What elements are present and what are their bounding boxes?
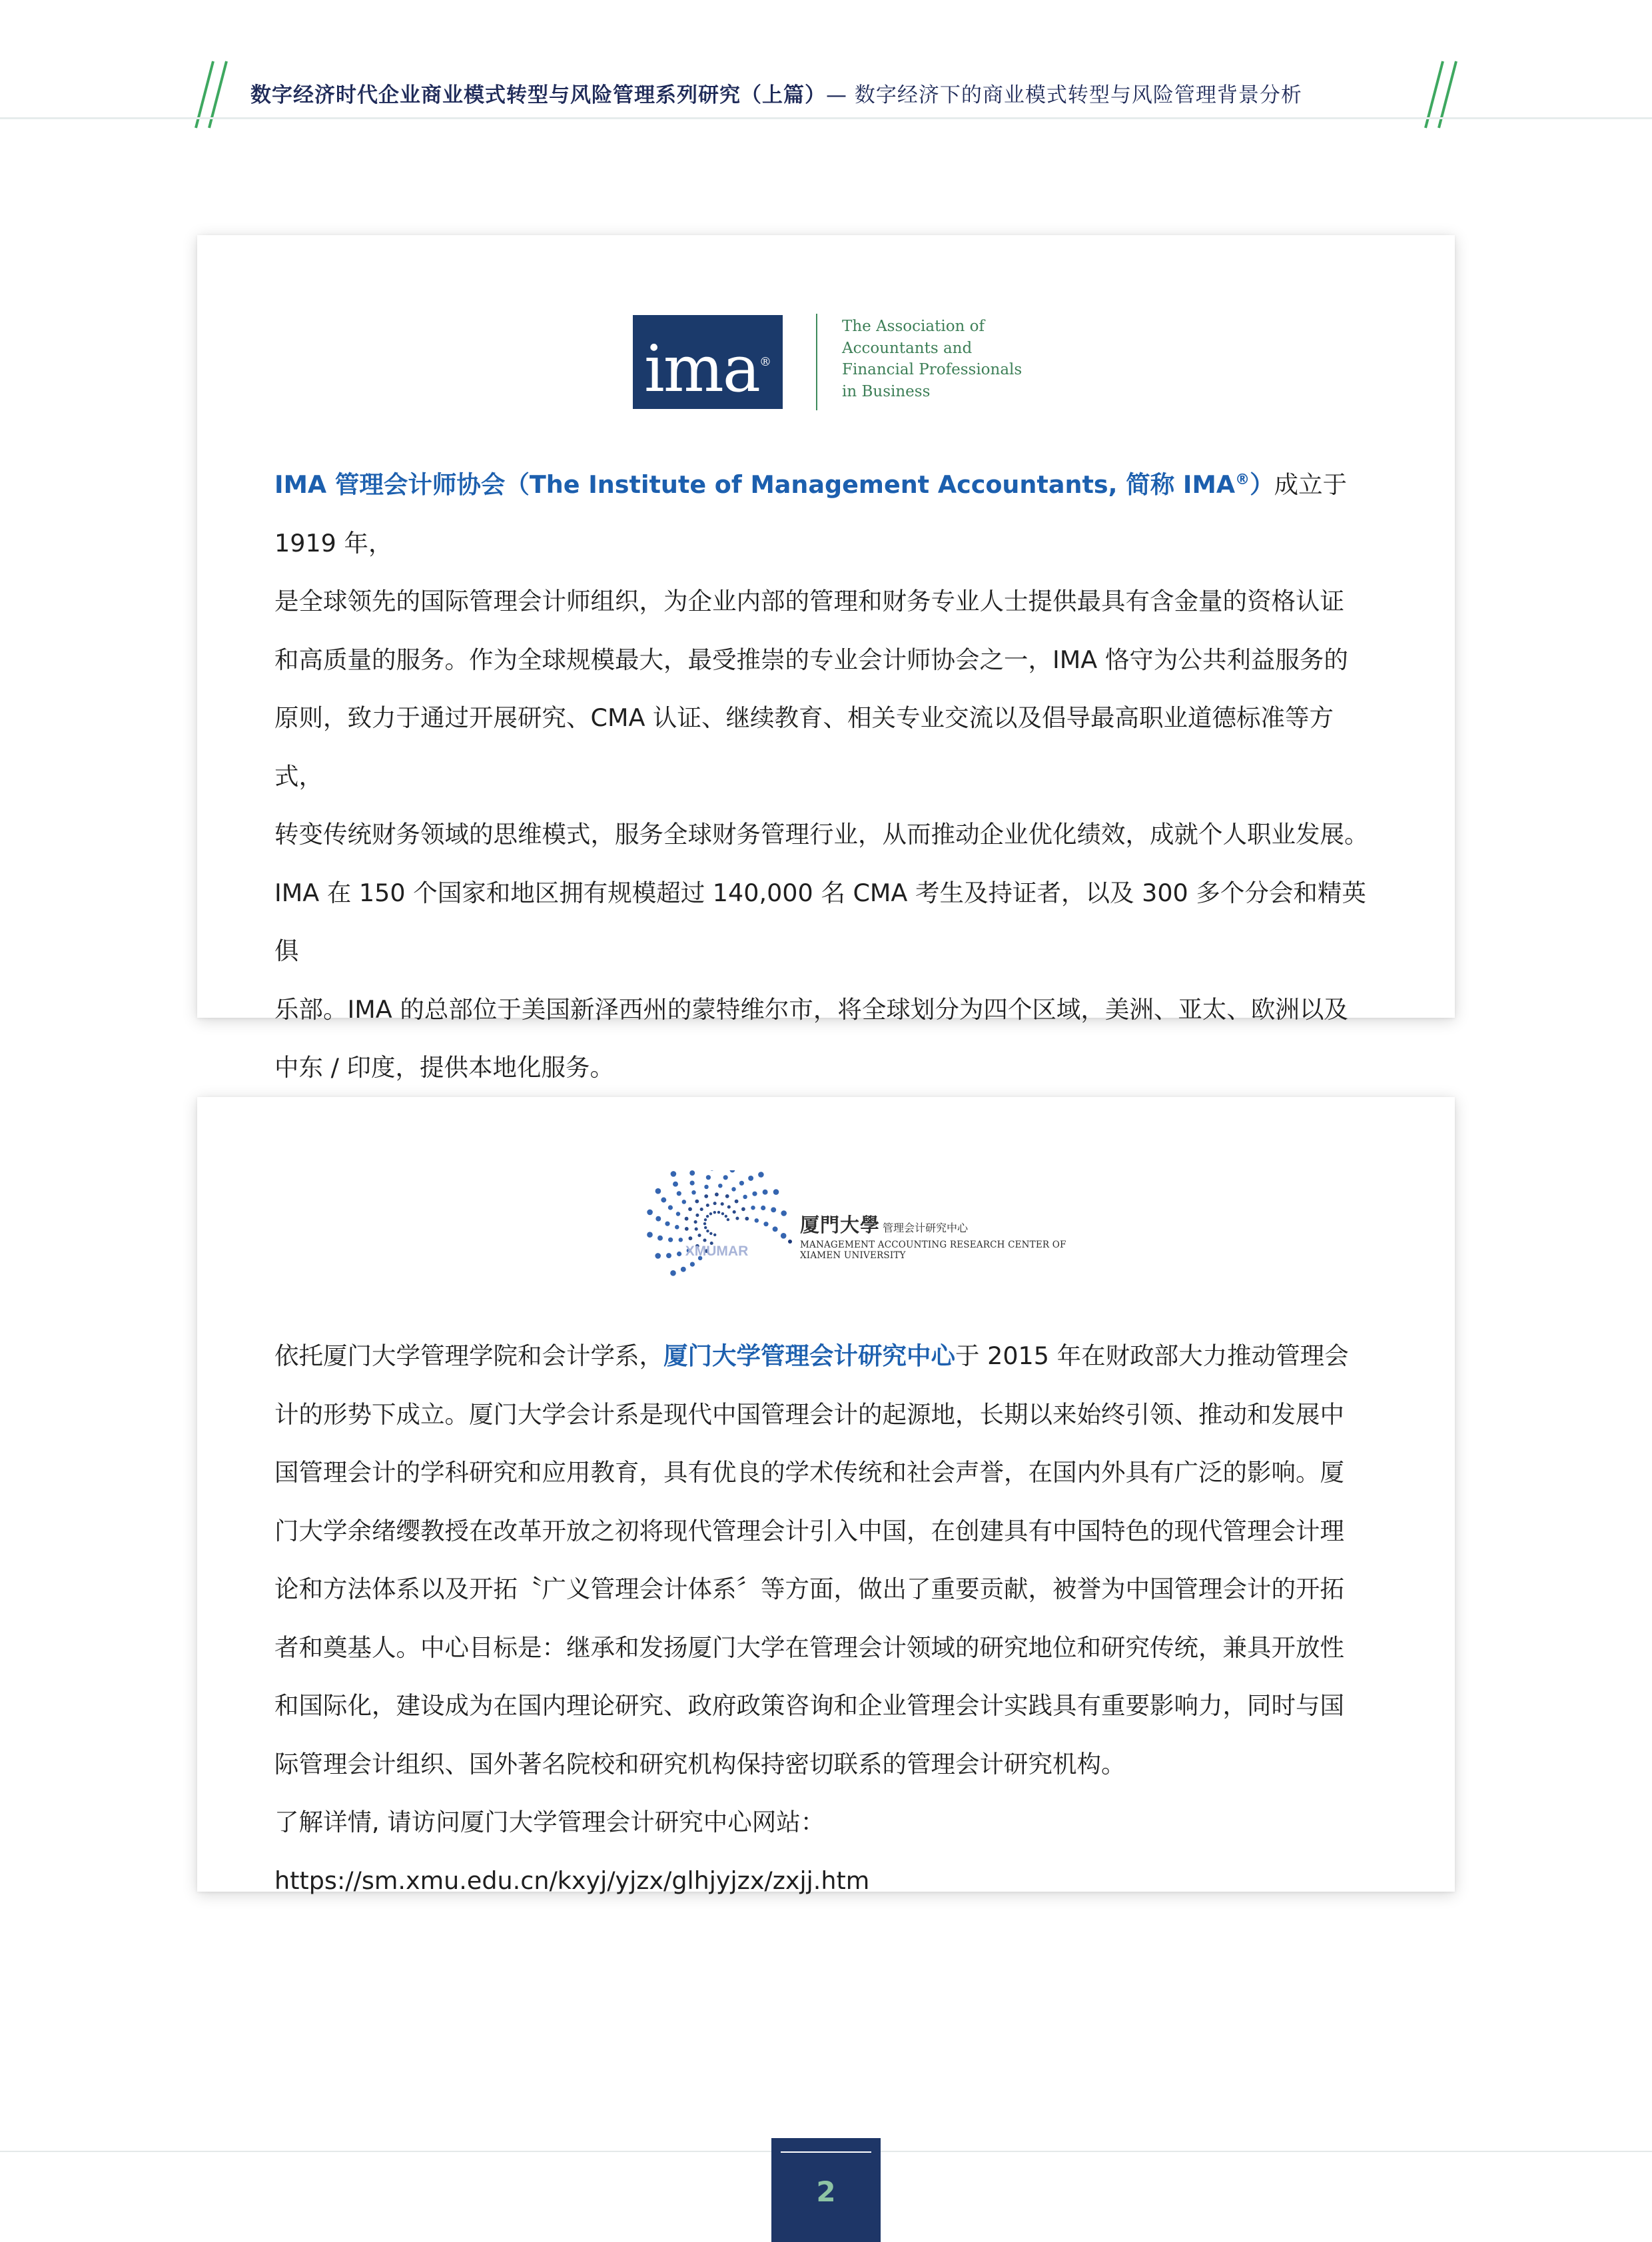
logo-dot [665, 1222, 669, 1226]
logo-dot [647, 1210, 653, 1216]
ima-tagline [842, 316, 1082, 402]
logo-dot [704, 1218, 707, 1221]
xmu-line: 际管理会计组织、国外著名院校和研究机构保持密切联系的管理会计研究机构。 [274, 1749, 1126, 1778]
logo-dot [647, 1232, 653, 1238]
xmumar-logo [617, 1170, 790, 1304]
logo-dot [661, 1198, 666, 1203]
logo-dot [697, 1234, 701, 1237]
green-slash-icon-right [1419, 59, 1459, 132]
logo-dot [677, 1252, 681, 1256]
xmu-en-line-2: XIAMEN UNIVERSITY [800, 1250, 906, 1261]
logo-dot [745, 1217, 749, 1221]
logo-dot [715, 1192, 719, 1196]
logo-dot [763, 1222, 768, 1226]
logo-dot [717, 1211, 720, 1214]
xmu-logo-text [800, 1214, 1080, 1261]
logo-dot [709, 1232, 712, 1235]
logo-dot [781, 1233, 787, 1239]
xmumar-wordmark: XMUMAR [685, 1244, 749, 1259]
logo-dot [758, 1172, 764, 1178]
ima-line: 原则，致力于通过开展研究、CMA 认证、继续教育、相关专业交流以及倡导最高职业道德标准等方式， [274, 703, 1334, 791]
logo-dot [731, 1187, 736, 1192]
logo-dot [668, 1238, 673, 1242]
logo-dot [755, 1218, 759, 1223]
logo-dot [703, 1239, 706, 1242]
logo-dot [655, 1188, 661, 1194]
logo-dot [709, 1170, 715, 1171]
logo-dot [704, 1226, 707, 1229]
logo-dot [727, 1206, 731, 1209]
logo-dot [733, 1210, 736, 1214]
logo-dot [725, 1215, 727, 1218]
logo-dot [713, 1202, 717, 1205]
ima-logo-divider [816, 314, 817, 410]
xmu-university-name: 厦門大學 [800, 1214, 881, 1236]
xmu-line: 和国际化，建设成为在国内理论研究、政府政策咨询和企业管理会计实践具有重要影响力，同时与国 [274, 1691, 1344, 1720]
logo-dot [741, 1207, 745, 1211]
xmu-en-line-1: MANAGEMENT ACCOUNTING RESEARCH CENTER OF [800, 1240, 1066, 1250]
logo-dot [703, 1222, 706, 1225]
ima-tagline-line: The Association of [842, 318, 985, 335]
logo-dot [668, 1205, 673, 1210]
logo-dot [751, 1206, 755, 1210]
logo-dot [675, 1225, 679, 1230]
ima-description [274, 451, 1380, 1155]
ima-logo [633, 315, 783, 409]
logo-dot [688, 1207, 692, 1211]
logo-dot [673, 1182, 678, 1187]
page-number: 2 [816, 2175, 836, 2208]
logo-dot [721, 1202, 724, 1206]
logo-dot [655, 1216, 661, 1222]
logo-dot [771, 1207, 776, 1212]
logo-dot [677, 1191, 681, 1196]
ima-line: 中东 / 印度，提供本地化服务。 [274, 1053, 615, 1082]
logo-dot [763, 1190, 768, 1195]
logo-dot [695, 1200, 699, 1204]
logo-dot [694, 1220, 697, 1224]
logo-dot [695, 1214, 699, 1217]
logo-dot [670, 1270, 676, 1276]
header-title-sub: — 数字经济下的商业模式转型与风险管理背景分析 [826, 83, 1302, 107]
ima-line: 转变传统财务领域的思维模式，服务全球财务管理行业，从而推动企业优化绩效，成就个人职业发展。 [274, 820, 1369, 849]
ima-line: IMA 在 150 个国家和地区拥有规模超过 140,000 名 CMA 考生及持证者，以及 300 多个分会和精英俱 [274, 878, 1366, 966]
ima-line: 乐部。IMA 的总部位于美国新泽西州的蒙特维尔市，将全球划分为四个区域，美洲、亚太、欧洲以及 [274, 994, 1348, 1024]
logo-dot [666, 1253, 671, 1258]
logo-dot [725, 1194, 729, 1198]
ima-card [197, 235, 1455, 1082]
logo-dot [706, 1175, 711, 1180]
page-tab-rule [781, 2151, 871, 2153]
xmu-line: 门大学余绪缨教授在改革开放之初将现代管理会计引入中国，在创建具有中国特色的现代管理会计理 [274, 1516, 1344, 1545]
page-number-tab [771, 2138, 881, 2242]
logo-dot [706, 1215, 709, 1218]
logo-dot [727, 1218, 729, 1221]
logo-dot [718, 1184, 723, 1188]
logo-dot [706, 1230, 709, 1232]
ima-line-1: IMA 管理会计师协会（The Institute of Management Accountants, 简称 IMA®）成立于 1919 年， [274, 470, 1348, 558]
logo-dot [695, 1228, 698, 1231]
logo-dot [655, 1253, 661, 1259]
logo-dot [679, 1238, 683, 1242]
logo-dot [761, 1206, 765, 1210]
green-slash-icon-left [193, 59, 233, 132]
registered-mark: ® [759, 355, 771, 369]
logo-dot [748, 1176, 753, 1181]
ima-tagline-line: Financial Professionals [842, 361, 1023, 378]
logo-dot [657, 1236, 663, 1241]
logo-dot [689, 1170, 695, 1176]
xmu-line: 国管理会计的学科研究和应用教育，具有优良的学术传统和社会声誉，在国内外具有广泛的影响。厦 [274, 1458, 1344, 1487]
logo-dot [735, 1200, 739, 1204]
ima-line: 和高质量的服务。作为全球规模最大，最受推崇的专业会计师协会之一，IMA 恪守为公共利益服务的 [274, 645, 1348, 674]
xmu-center-highlight: 厦门大学管理会计研究中心 [663, 1341, 955, 1370]
logo-dot [713, 1211, 716, 1214]
logo-dot [729, 1170, 735, 1172]
logo-dot [671, 1171, 677, 1177]
xmu-card [197, 1097, 1455, 1895]
xmu-website-line: 了解详情, 请访问厦门大学管理会计研究中心网站：https://sm.xmu.edu.cn/kxyj/yjzx/glhjyjzx/zxjj.htm [274, 1808, 870, 1895]
logo-dot [706, 1204, 709, 1207]
xmu-line: 者和奠基人。中心目标是：继承和发扬厦门大学在管理会计领域的研究地位和研究传统，兼具开放性 [274, 1633, 1344, 1662]
xmu-center-name: 管理会计研究中心 [883, 1222, 969, 1234]
logo-dot [721, 1212, 724, 1215]
logo-dot [723, 1175, 728, 1180]
logo-dot [700, 1208, 703, 1211]
logo-dot [681, 1267, 686, 1272]
xmu-description [274, 1327, 1380, 1910]
logo-dot [691, 1190, 696, 1195]
logo-dot [735, 1217, 739, 1220]
header-divider [0, 117, 1652, 119]
logo-dot [743, 1195, 747, 1200]
xmu-line: 计的形势下成立。厦门大学会计系是现代中国管理会计的起源地，长期以来始终引领、推动和发展中 [274, 1399, 1344, 1429]
logo-dot [739, 1181, 744, 1186]
header-title-main: 数字经济时代企业商业模式转型与风险管理系列研究（上篇） [250, 83, 826, 107]
logo-dot [676, 1212, 681, 1216]
ima-tagline-line: in Business [842, 382, 931, 400]
xmu-line: 论和方法体系以及开拓〝广义管理会计体系〞等方面，做出了重要贡献，被誉为中国管理会计的开拓 [274, 1575, 1344, 1603]
xmu-logo-dot [788, 1240, 792, 1244]
logo-dot [709, 1212, 712, 1215]
ima-name-highlight: IMA 管理会计师协会（The Institute of Management Accountants, 简称 IMA®） [274, 470, 1274, 500]
ima-tagline-line: Accountants and [842, 339, 973, 357]
logo-dot [690, 1181, 695, 1186]
logo-dot [773, 1226, 778, 1232]
logo-dot [685, 1217, 689, 1221]
logo-dot [773, 1189, 779, 1195]
logo-dot [713, 1234, 716, 1236]
logo-dot [689, 1236, 693, 1240]
logo-dot [704, 1194, 708, 1198]
header-title [250, 79, 1410, 112]
ima-line: 是全球领先的国际管理会计师组织，为企业内部的管理和财务专业人士提供最具有含金量的资格认证 [274, 587, 1344, 616]
logo-dot [682, 1200, 687, 1204]
xmu-line-1: 依托厦门大学管理学院和会计学系，厦门大学管理会计研究中心于 2015 年在财政部大力推动管理会 [274, 1341, 1349, 1370]
page-header [0, 0, 1652, 120]
logo-dot [690, 1262, 695, 1267]
logo-dot [704, 1185, 709, 1190]
logo-dot [781, 1210, 787, 1216]
ima-wordmark: ima [644, 332, 759, 406]
logo-dot [685, 1227, 689, 1231]
logo-dot [752, 1192, 757, 1196]
